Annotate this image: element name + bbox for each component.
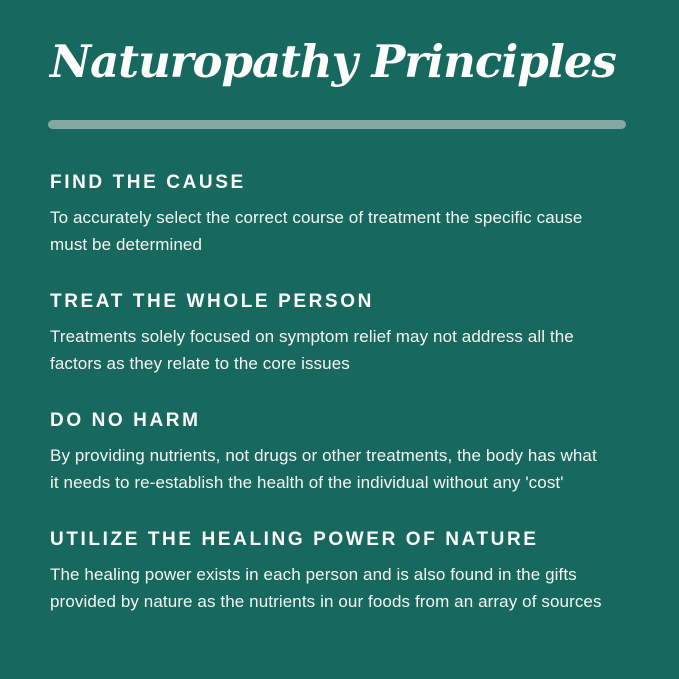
section-find-the-cause <box>50 173 629 258</box>
page-title: Naturopathy Principles <box>50 35 616 88</box>
body-line: To accurately select the correct course of treatment the specific cause <box>50 208 583 227</box>
body-line: provided by nature as the nutrients in our foods from an array of sources <box>50 592 602 611</box>
section-heading: UTILIZE THE HEALING POWER OF NATURE <box>50 529 539 550</box>
principles-list <box>50 173 629 615</box>
body-line: factors as they relate to the core issues <box>50 354 350 373</box>
section-heading: FIND THE CAUSE <box>50 172 246 193</box>
section-body <box>50 561 629 615</box>
body-line: Treatments solely focused on symptom relief may not address all the <box>50 327 574 346</box>
section-body <box>50 323 629 377</box>
section-heading: TREAT THE WHOLE PERSON <box>50 291 374 312</box>
body-line: The healing power exists in each person and is also found in the gifts <box>50 565 577 584</box>
body-line: it needs to re-establish the health of the individual without any 'cost' <box>50 473 564 492</box>
section-utilize-healing-power-of-nature <box>50 530 629 615</box>
title-divider <box>48 120 626 129</box>
body-line: By providing nutrients, not drugs or other treatments, the body has what <box>50 446 597 465</box>
section-heading: DO NO HARM <box>50 410 201 431</box>
body-line: must be determined <box>50 235 203 254</box>
section-treat-the-whole-person <box>50 292 629 377</box>
section-do-no-harm <box>50 411 629 496</box>
section-body <box>50 204 629 258</box>
section-body <box>50 442 629 496</box>
